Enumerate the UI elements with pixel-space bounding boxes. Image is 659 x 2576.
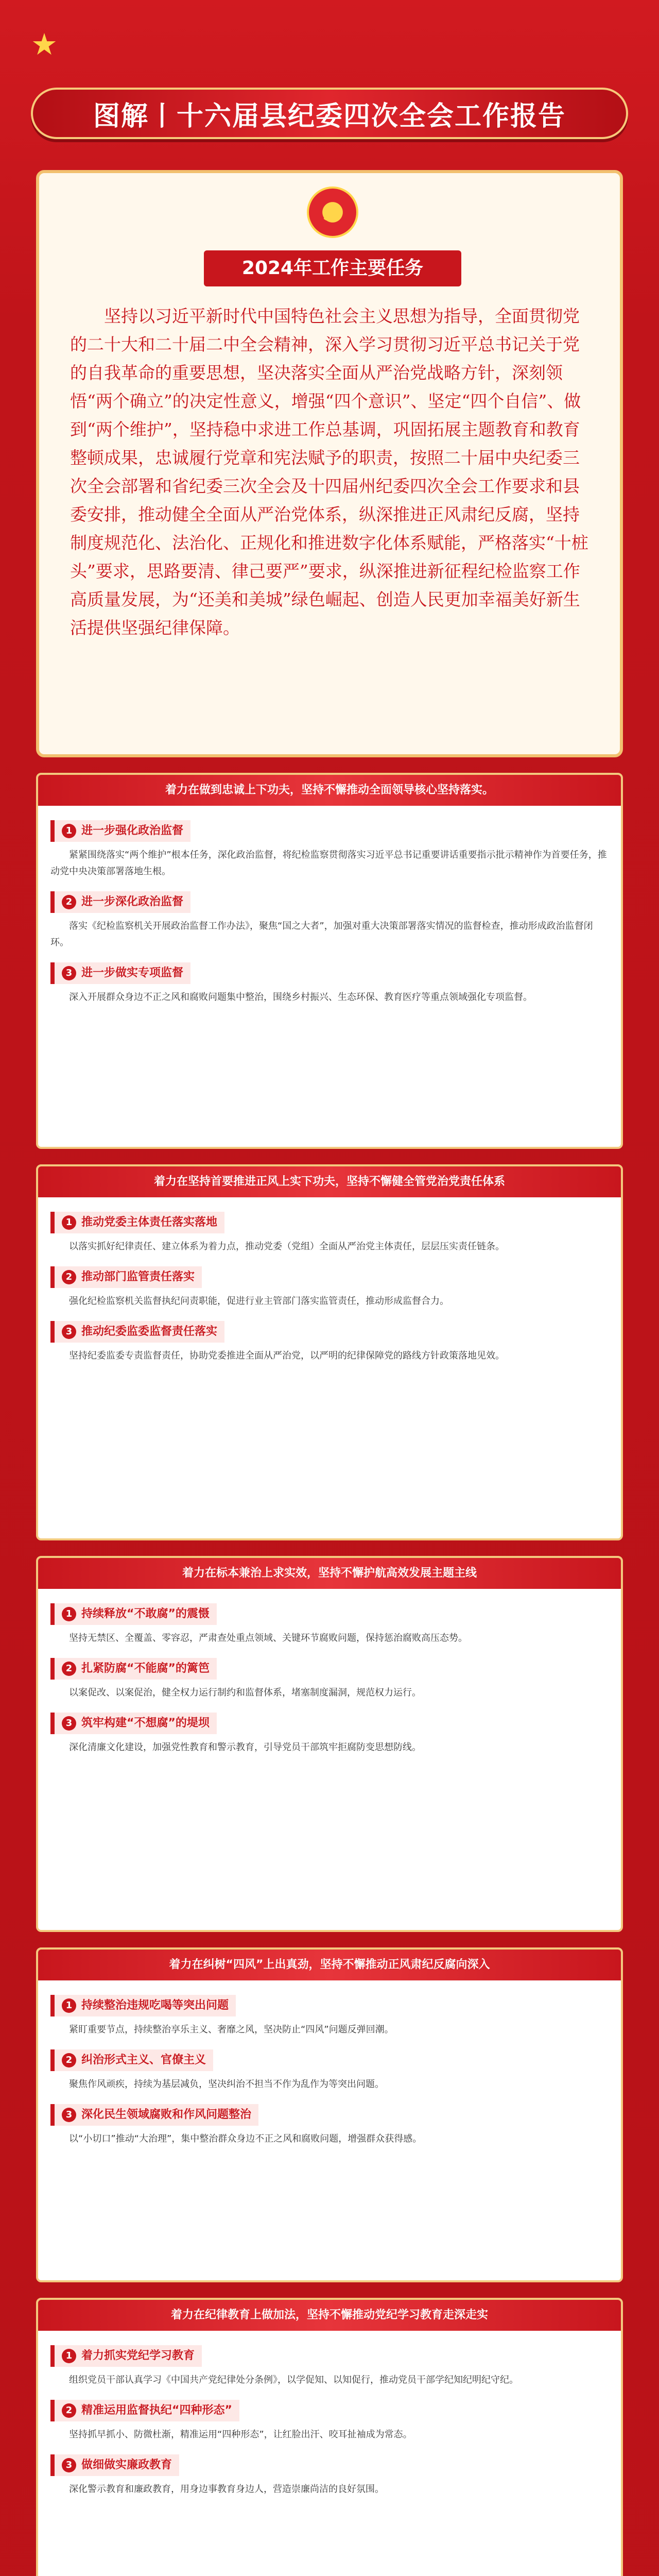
- item-number-badge: 3: [62, 2458, 76, 2472]
- item-number-badge: 2: [62, 895, 76, 909]
- section-body: [38, 1197, 621, 1383]
- item-title: 做细做实廉政教育: [81, 2459, 172, 2471]
- item-title-bar: [50, 1995, 236, 2016]
- item-number-badge: 2: [62, 2053, 76, 2067]
- list-item: [50, 2400, 609, 2443]
- list-item: [50, 1658, 609, 1701]
- page-title: 图解丨十六届县纪委四次全会工作报告: [93, 100, 566, 132]
- item-title-bar: [50, 1266, 202, 1288]
- item-text: 深化清廉文化建设，加强党性教育和警示教育，引导党员干部筑牢拒腐防变思想防线。: [69, 1742, 421, 1753]
- section-heading: 着力在坚持首要推进正风上实下功夫，坚持不懈健全管党治党责任体系: [38, 1166, 621, 1197]
- item-number-badge: 3: [62, 2108, 76, 2122]
- list-item: [50, 2454, 609, 2498]
- item-title: 进一步深化政治监督: [81, 895, 184, 908]
- section-body: [38, 1589, 621, 1774]
- item-text: 以“小切口”推动“大治理”，集中整治群众身边不正之风和腐败问题，增强群众获得感。: [69, 2133, 422, 2144]
- item-title-bar: [50, 1713, 217, 1734]
- summary-card: [36, 170, 623, 757]
- summary-body: 坚持以习近平新时代中国特色社会主义思想为指导，全面贯彻党的二十大和二十届二中全会精神，深入学习贯彻习近平总书记关于党的自我革命的重要思想，坚决落实全面从严治党战略方针，深刻领悟“两个确立”的决定性意义，增强“四个意识”、坚定“四个自信”、做到“两个维护”，坚持稳中求进工作总基调，巩固拓展主题教育和教育整顿成果，忠诚履行党章和宪法赋予的职责，按照二十届中央纪委三次全会部署和省纪委三次全会及十四届州纪委四次全会工作要求和县委安排，推动健全全面从严治党体系，纵深推进正风肃纪反腐，坚持制度规范化、法治化、正规化和推进数字化体系赋能，严格落实“十桩头”要求，思路要清、律己要严”要求，纵深推进新征程纪检监察工作高质量发展，为“还美和美城”绿色崛起、创造人民更加幸福美好新生活提供坚强纪律保障。: [70, 306, 588, 638]
- item-title-bar: [50, 962, 190, 984]
- item-title: 扎紧防腐“不能腐”的篱笆: [81, 1662, 210, 1675]
- list-item: [50, 2104, 609, 2147]
- list-item: [50, 2345, 609, 2388]
- section-body: [38, 806, 621, 1024]
- item-text: 紧盯重要节点，持续整治享乐主义、奢靡之风，坚决防止“四风”问题反弹回潮。: [69, 2024, 394, 2035]
- section-2: [36, 1164, 623, 1540]
- item-number-badge: 3: [62, 1716, 76, 1731]
- item-text: 紧紧围绕落实“两个维护”根本任务，深化政治监督，将纪检监察贯彻落实习近平总书记重要讲话重要指示批示精神作为首要任务，推动党中央决策部署落地生根。: [50, 850, 607, 877]
- item-text: 以落实抓好纪律责任、建立体系为着力点，推动党委（党组）全面从严治党主体责任，层层压实责任链条。: [69, 1241, 505, 1252]
- item-number-badge: 3: [62, 966, 76, 980]
- item-title-bar: [50, 891, 190, 913]
- section-5: [36, 2298, 623, 2576]
- section-4: [36, 1947, 623, 2282]
- item-title: 纠治形式主义、官僚主义: [81, 2054, 206, 2066]
- item-title: 推动部门监管责任落实: [81, 1270, 195, 1283]
- item-text: 落实《纪检监察机关开展政治监督工作办法》，聚焦“国之大者”，加强对重大决策部署落实情况的监督检查，推动形成政治监督闭环。: [50, 921, 593, 948]
- header: [0, 0, 659, 165]
- item-title: 持续释放“不敢腐”的震慑: [81, 1607, 210, 1620]
- item-number-badge: 1: [62, 2349, 76, 2363]
- item-title-bar: [50, 1321, 224, 1343]
- item-title-bar: [50, 1658, 217, 1680]
- list-item: [50, 1603, 609, 1647]
- item-number-badge: 1: [62, 1998, 76, 2013]
- item-title: 进一步强化政治监督: [81, 824, 184, 837]
- item-title: 深化民生领域腐败和作风问题整治: [81, 2108, 252, 2121]
- item-title-bar: [50, 1212, 224, 1233]
- item-text: 组织党员干部认真学习《中国共产党纪律处分条例》，以学促知、以知促行，推动党员干部学纪知纪明纪守纪。: [69, 2375, 518, 2385]
- item-title-bar: [50, 2049, 213, 2071]
- item-number-badge: 2: [62, 1270, 76, 1284]
- list-item: [50, 1266, 609, 1310]
- item-title: 推动党委主体责任落实落地: [81, 1216, 218, 1229]
- item-number-badge: 3: [62, 1325, 76, 1339]
- section-heading: 着力在纠树“四风”上出真劲，坚持不懈推动正风肃纪反腐向深入: [38, 1950, 621, 1980]
- item-number-badge: 2: [62, 1662, 76, 1676]
- title-banner: [31, 88, 628, 139]
- item-text: 以案促改、以案促治，健全权力运行制约和监督体系，堵塞制度漏洞，规范权力运行。: [69, 1687, 421, 1698]
- list-item: [50, 962, 609, 1006]
- item-title-bar: [50, 2400, 239, 2421]
- item-number-badge: 2: [62, 2403, 76, 2418]
- list-item: [50, 2049, 609, 2093]
- item-title-bar: [50, 1603, 217, 1625]
- list-item: [50, 1713, 609, 1756]
- item-title: 精准运用监督执纪“四种形态”: [81, 2404, 232, 2417]
- item-title: 筑牢构建“不想腐”的堤坝: [81, 1717, 210, 1730]
- item-text: 坚持纪委监委专责监督责任，协助党委推进全面从严治党，以严明的纪律保障党的路线方针政策落地见效。: [69, 1350, 505, 1361]
- section-heading: 着力在做到忠诚上下功夫，坚持不懈推动全面领导核心坚持落实。: [38, 775, 621, 806]
- item-text: 深入开展群众身边不正之风和腐败问题集中整治，围绕乡村振兴、生态环保、教育医疗等重点领域强化专项监督。: [69, 992, 532, 1003]
- item-title: 持续整治违规吃喝等突出问题: [81, 1999, 229, 2012]
- list-item: [50, 1995, 609, 2038]
- item-text: 聚焦作风顽疾，持续为基层减负，坚决纠治不担当不作为乱作为等突出问题。: [69, 2079, 384, 2090]
- section-heading: 着力在标本兼治上求实效，坚持不懈护航高效发展主题主线: [38, 1558, 621, 1589]
- section-3: [36, 1556, 623, 1932]
- item-number-badge: 1: [62, 824, 76, 838]
- section-heading: 着力在纪律教育上做加法，坚持不懈推动党纪学习教育走深走实: [38, 2300, 621, 2331]
- section-body: [38, 2331, 621, 2516]
- item-text: 强化纪检监察机关监督执纪问责职能，促进行业主管部门落实监管责任，推动形成监督合力。: [69, 1296, 449, 1307]
- item-title-bar: [50, 2454, 179, 2476]
- section-1: [36, 773, 623, 1149]
- list-item: [50, 1212, 609, 1255]
- list-item: [50, 891, 609, 951]
- item-title: 进一步做实专项监督: [81, 967, 184, 979]
- item-text: 坚持抓早抓小、防微杜渐，精准运用“四种形态”，让红脸出汗、咬耳扯袖成为常态。: [69, 2429, 412, 2440]
- section-body: [38, 1980, 621, 2166]
- list-item: [50, 820, 609, 880]
- item-title: 着力抓实党纪学习教育: [81, 2349, 195, 2362]
- item-number-badge: 1: [62, 1215, 76, 1230]
- item-title-bar: [50, 2345, 202, 2367]
- party-emblem-icon: ☭: [307, 187, 358, 238]
- list-item: [50, 1321, 609, 1364]
- summary-heading: 2024年工作主要任务: [204, 250, 461, 286]
- star-icon: ★: [31, 27, 58, 62]
- item-title-bar: [50, 2104, 258, 2126]
- item-number-badge: 1: [62, 1607, 76, 1621]
- item-title-bar: [50, 820, 190, 842]
- item-text: 深化警示教育和廉政教育，用身边事教育身边人，营造崇廉尚洁的良好氛围。: [69, 2484, 384, 2495]
- item-title: 推动纪委监委监督责任落实: [81, 1325, 218, 1338]
- item-text: 坚持无禁区、全覆盖、零容忍，严肃查处重点领域、关键环节腐败问题，保持惩治腐败高压态势。: [69, 1633, 467, 1643]
